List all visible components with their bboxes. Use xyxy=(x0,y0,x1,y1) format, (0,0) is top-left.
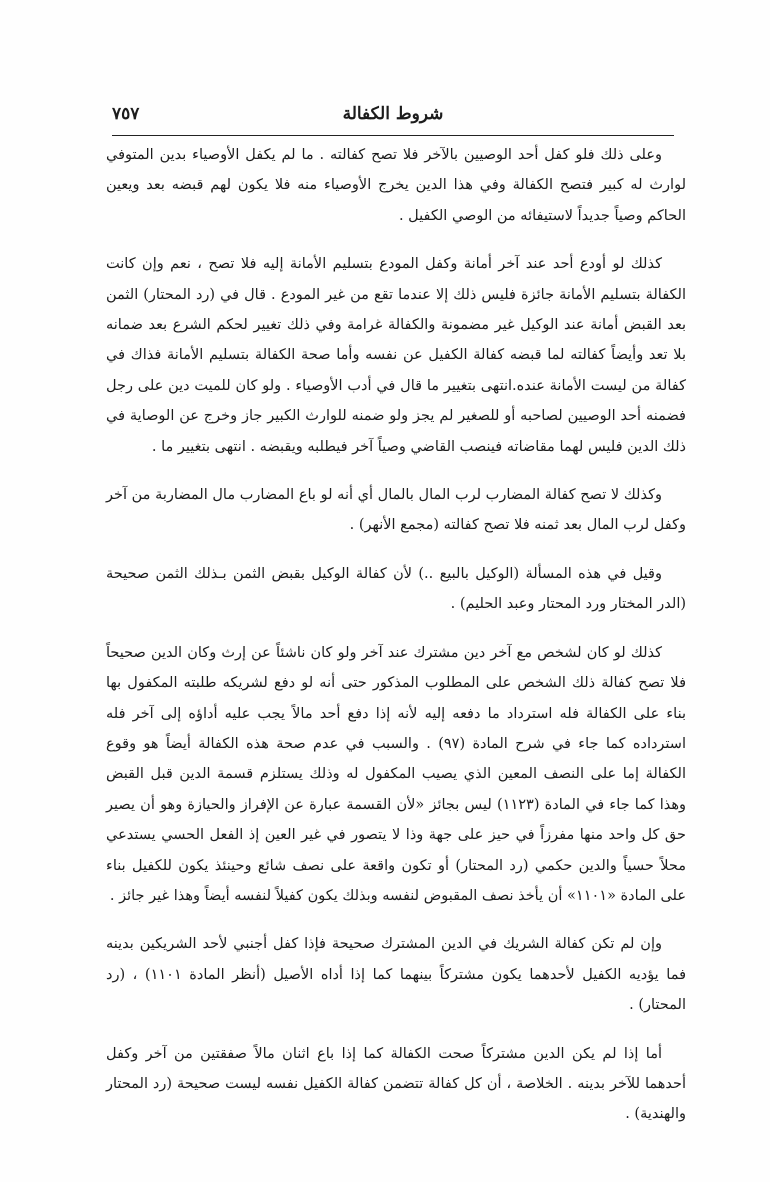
page-number: ٧٥٧ xyxy=(112,104,140,124)
paragraph: أما إذا لم يكن الدين مشتركاً صحت الكفالة كما إذا باع اثنان مالاً صفقتين من آخر وكفل أحدهما للآخر بدينه . الخلاصة ، أن كل كفالة تتضمن كفالة الكفيل نفسه ليست صحيحة (رد المحتار والهندية) . xyxy=(106,1045,686,1123)
paragraph: وكذلك لا تصح كفالة المضارب لرب المال بالمال أي أنه لو باع المضارب مال المضاربة من آخر وكفل لرب المال بعد ثمنه فلا تصح كفالته (مجمع الأنهر) . xyxy=(106,487,686,534)
paragraph: كذلك لو كان لشخص مع آخر دين مشترك عند آخر ولو كان ناشئاً عن إرث وكان الدين صحيحاً فلا تصح كفالة ذلك الشخص على المطلوب المذكور حتى أنه لو دفع لشريكه طلبته المكفول بها بناء على الكفالة فله استرداد ما دفعه إليه لأنه إذا دفع أحد مالاً يجب عليه أداؤه إلى آخر فله استرداده كما جاء في شرح المادة (٩٧) . والسبب في عدم صحة هذه الكفالة أيضاً هو وقوع الكفالة إما على النصف المعين الذي يصيب المكفول له وذلك يستلزم قسمة الدين قبل القبض وهذا كما جاء في المادة (١١٢٣) ليس بجائز «لأن القسمة عبارة عن الإفراز والحيازة وهو أن يصير حق كل واحد منها مفرزاً في حيز على جهة وذا لا يتصور في غير العين إذ الفعل الحسي يستدعي محلاً حسياً والدين حكمي (رد المحتار) أو تكون واقعة على نصف شائع وحينئذ يكون للكفيل بناء على المادة «١١٠١» أن يأخذ نصف المقبوض لنفسه وبذلك يكون كفيلاً لنفسه أيضاً وهذا غير جائز . xyxy=(106,644,686,904)
paragraph: وإن لم تكن كفالة الشريك في الدين المشترك صحيحة فإذا كفل أجنبي لأحد الشريكين بدينه فما يؤديه الكفيل لأحدهما يكون مشتركاً بينهما كما إذا أداه الأصيل (أنظر المادة ١١٠١) ، (رد المحتار) . xyxy=(106,936,687,1014)
paragraph: وقيل في هذه المسألة (الوكيل بالبيع ..) لأن كفالة الوكيل بقبض الثمن بـذلك الثمن صحيحة (الدر المختار ورد المحتار وعبد الحليم) . xyxy=(106,565,686,613)
page-title: شروط الكفالة xyxy=(342,104,444,124)
paragraph: وعلى ذلك فلو كفل أحد الوصيين بالآخر فلا تصح كفالته . ما لم يكفل الأوصياء بدين المتوفي لوارث له كبير فتصح الكفالة وفي هذا الدين يخرج الأوصياء منه فلا يكون لهم قبضه بعد ويعين الحاكم وصياً جديداً لاستيفائه من الوصي الكفيل . xyxy=(106,147,686,224)
page-header xyxy=(112,100,674,136)
paragraph: كذلك لو أودع أحد عند آخر أمانة وكفل المودع بتسليم الأمانة إليه فلا تصح ، نعم وإن كانت الكفالة بتسليم الأمانة جائزة فليس ذلك إلا عندما تقع من غير المودع . قال في (رد المحتار) الثمن بعد القبض أمانة عند الوكيل غير مضمونة والكفالة غرامة وفي ذلك تغيير لحكم الشرع بعد ضمانه بلا تعد وأيضاً كفالته لما قبضه كفالة الكفيل عن نفسه وأما صحة الكفالة بتسليم الأمانة فذاك في كفالة من ليست الأمانة عنده.انتهى بتغيير ما قال في أدب الأوصياء . ولو كان للميت دين على رجل فضمنه أحد الوصيين لصاحبه أو للصغير لم يجز ولو ضمنه للوارث الكبير جاز وخرج عن الوصاية في ذلك الدين فليس لهما مقاضاته فينصب القاضي وصياً آخر فيطلبه ويقبضه . انتهى بتغيير ما . xyxy=(106,256,686,455)
body-text xyxy=(106,140,686,1130)
header-rule xyxy=(112,135,674,136)
